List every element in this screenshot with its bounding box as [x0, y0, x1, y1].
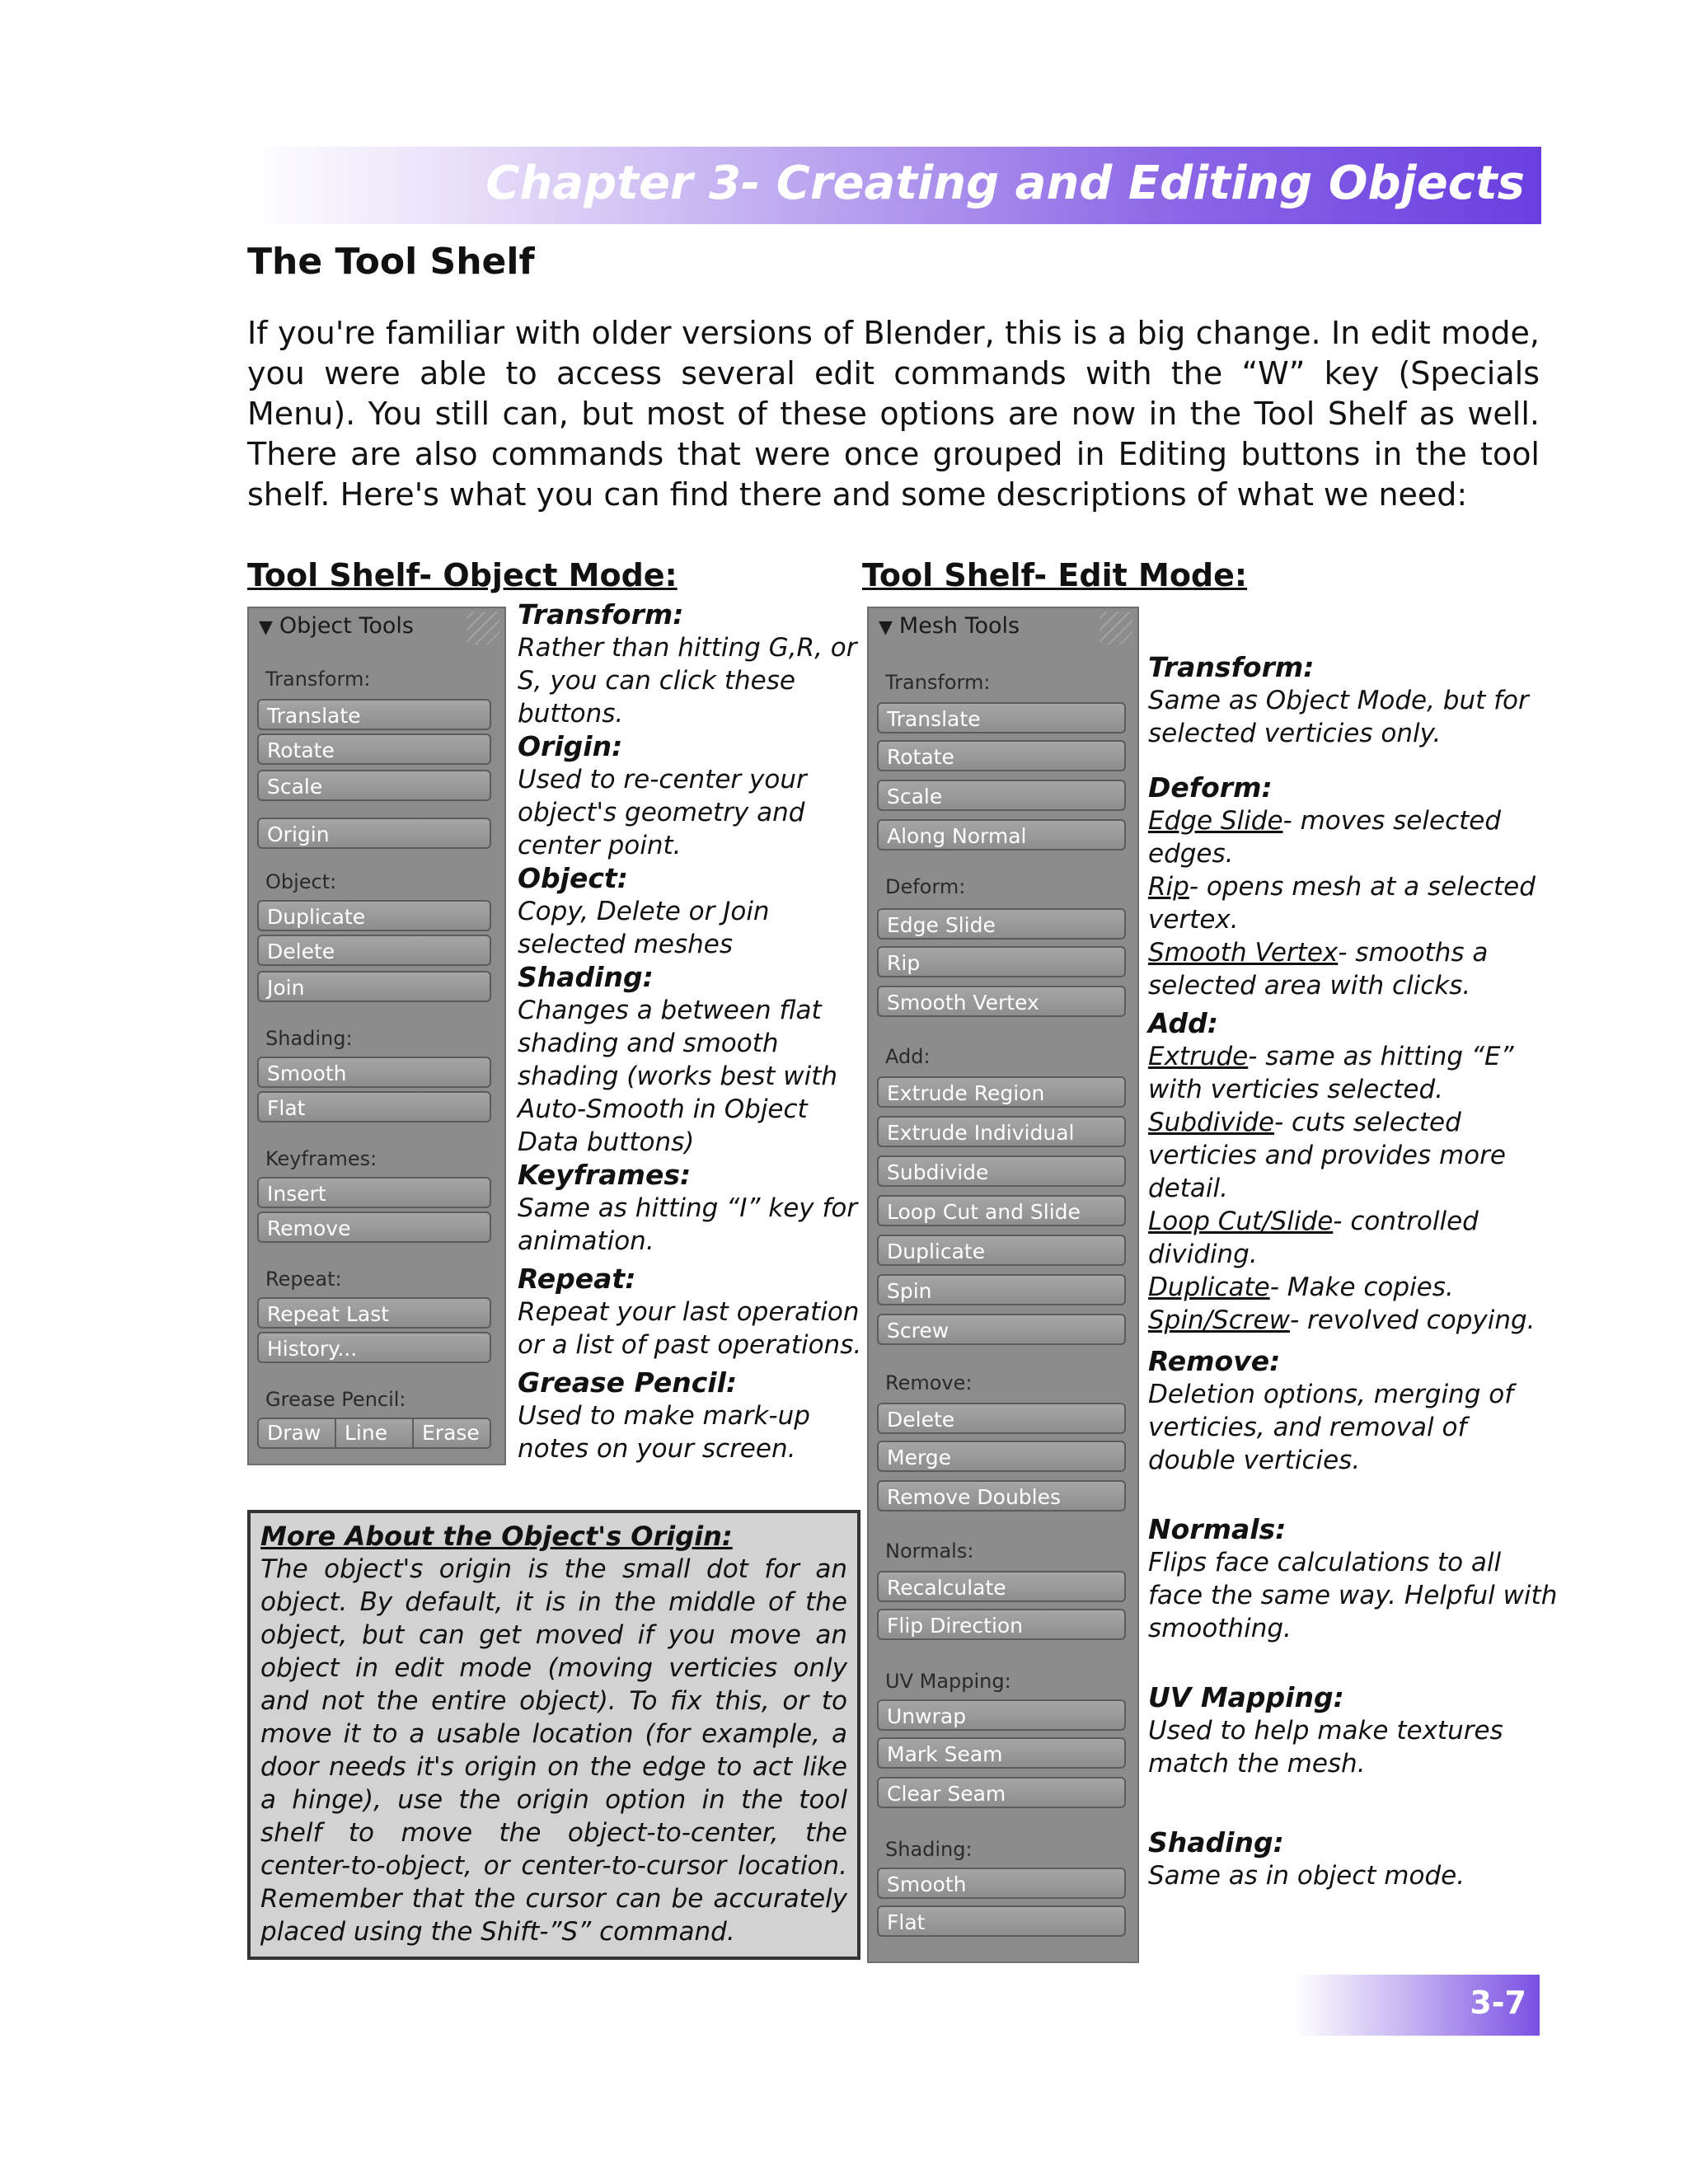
remove-keyframe-button[interactable]: Remove [257, 1212, 491, 1243]
translate-button[interactable]: Translate [877, 702, 1126, 733]
section-heading: The Tool Shelf [247, 241, 535, 283]
desc-line: selected meshes [518, 930, 734, 959]
edit-mode-descriptions [1148, 651, 1557, 1892]
group-label-normals: Normals: [885, 1540, 974, 1563]
desc-heading-transform: Transform: [518, 598, 684, 630]
desc-line: verticies, and removal of [1148, 1413, 1467, 1442]
chapter-header-bar [247, 147, 1541, 224]
origin-box-body: The object's origin is the small dot for an object. By default, it is in the middle of the object, but can get moved if you move an object in edit mode (moving verticies only and not the entire object). To fix this, or to move it to a usable location (for example, a door needs it's origin on the edge to act like a hinge), use the origin option in the tool shelf to move the object-to-center, the center-to-object, or center-to-cursor location. Remember that the cursor can be accurately placed using the Shift-”S” command. [260, 1554, 847, 1947]
page-number-bar [1294, 1975, 1540, 2036]
smooth-vertex-button[interactable]: Smooth Vertex [877, 986, 1126, 1017]
desc-term: Loop Cut/Slide [1148, 1207, 1334, 1236]
desc-item [1148, 1106, 1557, 1139]
desc-line: Auto-Smooth in Object [518, 1094, 808, 1124]
object-tools-panel [247, 607, 506, 1465]
draw-button[interactable]: Draw [259, 1419, 336, 1447]
desc-line: center point. [518, 831, 682, 860]
desc-line: selected area with clicks. [1148, 971, 1471, 1001]
desc-line: face the same way. Helpful with [1148, 1581, 1558, 1610]
desc-line: edges. [1148, 839, 1234, 869]
screw-button[interactable]: Screw [877, 1314, 1126, 1345]
insert-keyframe-button[interactable]: Insert [257, 1177, 491, 1208]
duplicate-button[interactable]: Duplicate [257, 900, 491, 931]
desc-heading-shading: Shading: [518, 961, 654, 993]
desc-line: Used to make mark-up [518, 1401, 810, 1431]
desc-line: shading (works best with [518, 1062, 838, 1091]
drag-grip-icon[interactable] [467, 612, 499, 644]
grease-pencil-button-row [257, 1418, 491, 1449]
desc-heading-keyframes: Keyframes: [518, 1159, 692, 1191]
panel-title: Object Tools [279, 613, 414, 639]
desc-heading-normals: Normals: [1148, 1513, 1287, 1545]
line-button[interactable]: Line [336, 1419, 414, 1447]
desc-item [1148, 1205, 1557, 1238]
origin-box-title: More About the Object's Origin: [260, 1521, 733, 1552]
join-button[interactable]: Join [257, 971, 491, 1002]
desc-item [1148, 1304, 1557, 1337]
translate-button[interactable]: Translate [257, 699, 491, 730]
group-label-repeat: Repeat: [265, 1268, 342, 1291]
rotate-button[interactable]: Rotate [257, 733, 491, 765]
desc-heading-origin: Origin: [518, 730, 623, 762]
edit-mode-heading: Tool Shelf- Edit Mode: [862, 557, 1248, 593]
desc-line: smoothing. [1148, 1614, 1292, 1643]
group-label-shading: Shading: [265, 1027, 353, 1050]
group-label-deform: Deform: [885, 875, 966, 898]
desc-item [1148, 1040, 1557, 1073]
edge-slide-button[interactable]: Edge Slide [877, 908, 1126, 940]
desc-item [1148, 804, 1557, 837]
desc-heading-uv-mapping: UV Mapping: [1148, 1681, 1344, 1713]
desc-line: dividing. [1148, 1240, 1258, 1269]
desc-item [1148, 936, 1557, 969]
clear-seam-button[interactable]: Clear Seam [877, 1777, 1126, 1808]
desc-rest: - moves selected [1282, 806, 1502, 836]
smooth-button[interactable]: Smooth [877, 1868, 1126, 1899]
group-label-remove: Remove: [885, 1371, 973, 1394]
desc-rest: - controlled [1333, 1207, 1479, 1236]
desc-line: Used to help make textures [1148, 1716, 1503, 1746]
desc-line: Used to re-center your [518, 765, 807, 794]
rotate-button[interactable]: Rotate [877, 740, 1126, 771]
mesh-tools-panel [867, 607, 1139, 1963]
delete-button[interactable]: Delete [257, 935, 491, 966]
desc-heading-add: Add: [1148, 1007, 1218, 1039]
desc-line: S, you can click these [518, 666, 795, 696]
group-label-object: Object: [265, 870, 337, 893]
desc-line: Repeat your last operation [518, 1297, 860, 1327]
desc-rest: - revolved copying. [1289, 1305, 1536, 1335]
smooth-button[interactable]: Smooth [257, 1057, 491, 1088]
desc-term: Subdivide [1148, 1108, 1275, 1137]
extrude-individual-button[interactable]: Extrude Individual [877, 1116, 1126, 1147]
desc-line: or a list of past operations. [518, 1330, 862, 1360]
group-label-transform: Transform: [885, 671, 991, 694]
desc-line: Changes a between flat [518, 996, 822, 1025]
along-normal-button[interactable]: Along Normal [877, 819, 1126, 851]
desc-line: detail. [1148, 1174, 1228, 1203]
desc-heading-grease-pencil: Grease Pencil: [518, 1366, 738, 1399]
remove-doubles-button[interactable]: Remove Doubles [877, 1480, 1126, 1511]
desc-item [1148, 870, 1557, 903]
desc-line: Same as in object mode. [1148, 1861, 1465, 1891]
history-button[interactable]: History... [257, 1332, 491, 1363]
collapse-triangle-icon[interactable]: ▼ [259, 617, 273, 638]
object-mode-heading: Tool Shelf- Object Mode: [247, 557, 678, 593]
desc-line: Rather than hitting G,R, or [518, 633, 857, 663]
spin-button[interactable]: Spin [877, 1274, 1126, 1305]
desc-line: selected verticies only. [1148, 719, 1442, 748]
desc-line: buttons. [518, 699, 624, 729]
merge-button[interactable]: Merge [877, 1441, 1126, 1472]
intro-paragraph: If you're familiar with older versions of Blender, this is a big change. In edit mode, you were able to access several edit commands with the “W” key (Specials Menu). You still can, but most of these options are now in the Tool Shelf as well. There are also commands that were once grouped in Editing buttons in the tool shelf. Here's what you can find there and some descriptions of what we need: [247, 315, 1540, 513]
panel-header[interactable] [259, 613, 414, 639]
duplicate-button[interactable]: Duplicate [877, 1235, 1126, 1266]
desc-line: vertex. [1148, 905, 1239, 935]
desc-term: Spin/Screw [1148, 1305, 1290, 1335]
group-label-keyframes: Keyframes: [265, 1147, 377, 1170]
desc-heading-shading: Shading: [1148, 1826, 1284, 1858]
desc-line: Same as hitting “I” key for [518, 1193, 858, 1223]
desc-line: double verticies. [1148, 1446, 1361, 1475]
scale-button[interactable]: Scale [877, 780, 1126, 811]
desc-line: object's geometry and [518, 798, 805, 827]
desc-rest: - Make copies. [1269, 1272, 1454, 1302]
desc-term: Duplicate [1148, 1272, 1270, 1302]
flip-direction-button[interactable]: Flip Direction [877, 1609, 1126, 1640]
desc-term: Smooth Vertex [1148, 938, 1339, 968]
loop-cut-and-slide-button[interactable]: Loop Cut and Slide [877, 1195, 1126, 1226]
desc-rest: - same as hitting “E” [1248, 1042, 1514, 1071]
desc-line: Data buttons) [518, 1127, 695, 1157]
recalculate-button[interactable]: Recalculate [877, 1571, 1126, 1602]
drag-grip-icon[interactable] [1100, 612, 1132, 644]
desc-line: with verticies selected. [1148, 1075, 1443, 1104]
group-label-transform: Transform: [265, 668, 371, 691]
desc-heading-remove: Remove: [1148, 1345, 1281, 1377]
origin-button[interactable]: Origin [257, 818, 491, 849]
erase-button[interactable]: Erase [414, 1419, 490, 1447]
desc-term: Edge Slide [1148, 806, 1283, 836]
desc-item [1148, 1271, 1557, 1304]
chapter-title: Chapter 3- Creating and Editing Objects [485, 157, 1525, 210]
group-label-grease-pencil: Grease Pencil: [265, 1388, 406, 1411]
group-label-add: Add: [885, 1045, 931, 1068]
delete-button[interactable]: Delete [877, 1403, 1126, 1434]
unwrap-button[interactable]: Unwrap [877, 1699, 1126, 1731]
origin-info-box [247, 1510, 860, 1960]
desc-rest: - opens mesh at a selected [1189, 872, 1536, 902]
rip-button[interactable]: Rip [877, 946, 1126, 977]
desc-heading-repeat: Repeat: [518, 1263, 636, 1295]
mark-seam-button[interactable]: Mark Seam [877, 1737, 1126, 1769]
desc-heading-transform: Transform: [1148, 651, 1315, 683]
desc-heading-deform: Deform: [1148, 771, 1273, 804]
collapse-triangle-icon[interactable]: ▼ [879, 617, 893, 638]
desc-line: animation. [518, 1226, 654, 1256]
desc-line: match the mesh. [1148, 1749, 1366, 1779]
panel-header[interactable] [879, 613, 1020, 639]
desc-line: verticies and provides more [1148, 1141, 1506, 1170]
repeat-last-button[interactable]: Repeat Last [257, 1297, 491, 1329]
desc-rest: - smooths a [1338, 938, 1489, 968]
page-number: 3-7 [1470, 1985, 1526, 2021]
desc-line: Deletion options, merging of [1148, 1380, 1514, 1409]
desc-term: Extrude [1148, 1042, 1249, 1071]
desc-line: notes on your screen. [518, 1434, 796, 1464]
desc-heading-object: Object: [518, 862, 628, 894]
desc-line: Copy, Delete or Join [518, 897, 770, 926]
extrude-region-button[interactable]: Extrude Region [877, 1076, 1126, 1108]
flat-button[interactable]: Flat [257, 1091, 491, 1122]
flat-button[interactable]: Flat [877, 1905, 1126, 1937]
desc-line: Flips face calculations to all [1148, 1548, 1502, 1577]
desc-rest: - cuts selected [1274, 1108, 1461, 1137]
subdivide-button[interactable]: Subdivide [877, 1155, 1126, 1187]
object-mode-descriptions [518, 598, 861, 1465]
desc-line: Same as Object Mode, but for [1148, 686, 1529, 715]
group-label-shading: Shading: [885, 1838, 973, 1861]
desc-term: Rip [1148, 872, 1189, 902]
scale-button[interactable]: Scale [257, 770, 491, 801]
group-label-uv-mapping: UV Mapping: [885, 1670, 1011, 1693]
desc-line: shading and smooth [518, 1029, 779, 1058]
panel-title: Mesh Tools [898, 613, 1020, 639]
